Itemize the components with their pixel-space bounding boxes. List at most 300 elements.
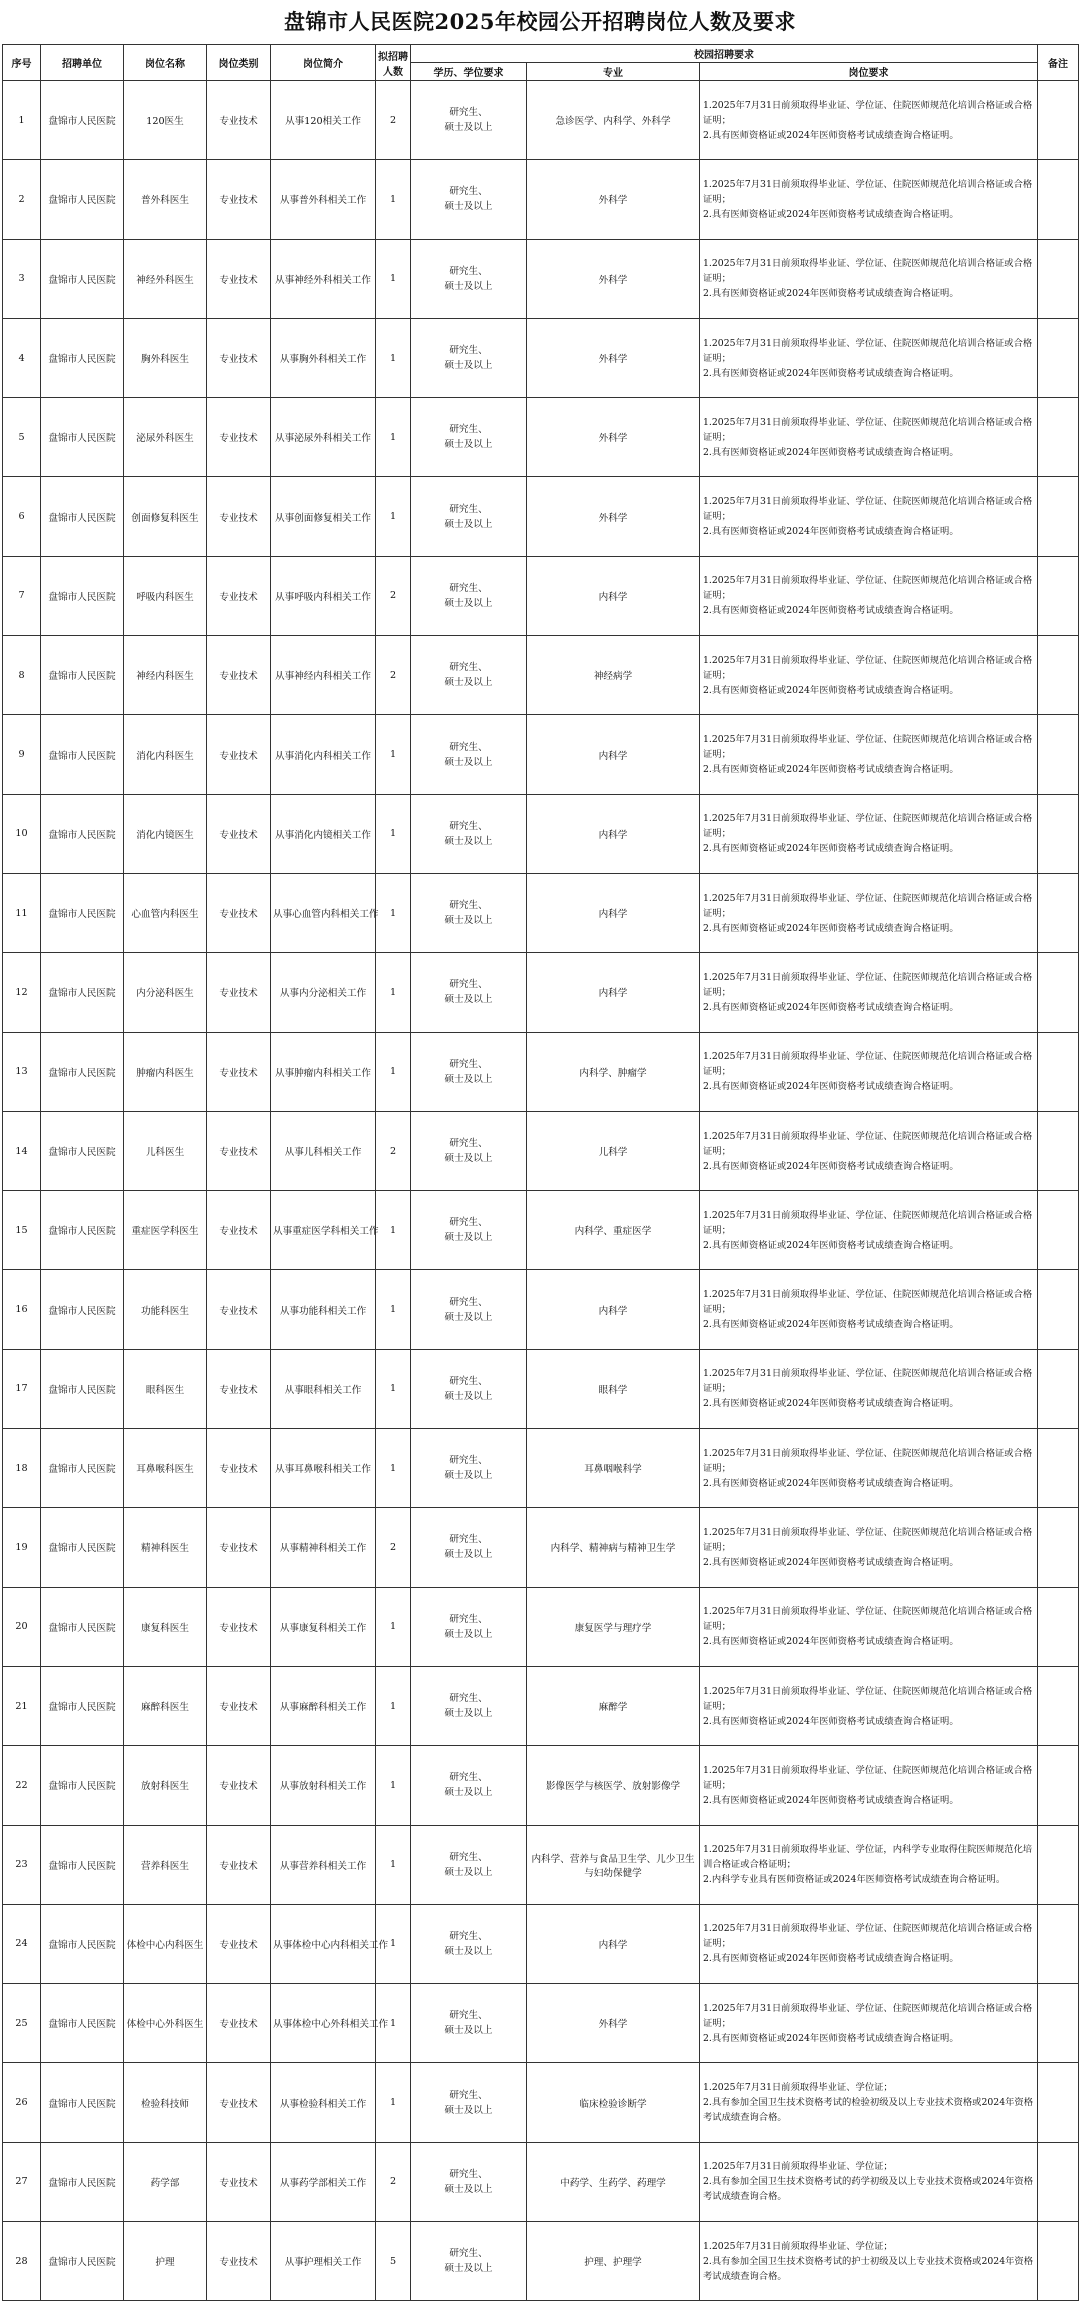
cell-seq: 8 (3, 636, 41, 715)
cell-category: 专业技术 (207, 1666, 271, 1745)
cell-category: 专业技术 (207, 318, 271, 397)
cell-name: 儿科医生 (124, 1111, 207, 1190)
cell-edu-line1: 研究生、 (449, 900, 488, 912)
cell-category: 专业技术 (207, 160, 271, 239)
cell-req-line1: 1.2025年7月31日前须取得毕业证、学位证、住院医师规范化培训合格证或合格证明； (703, 1289, 1033, 1316)
cell-seq: 5 (3, 398, 41, 477)
header-count: 拟招聘人数 (376, 45, 411, 81)
cell-note (1038, 477, 1079, 556)
cell-edu-line2: 硕士及以上 (444, 1073, 493, 1085)
cell-note (1038, 239, 1079, 318)
cell-edu-line2: 硕士及以上 (444, 2263, 493, 2275)
cell-req-line2: 2.具有医师资格证或2024年医师资格考试成绩查询合格证明。 (703, 1001, 959, 1013)
cell-req (700, 1746, 1038, 1825)
cell-unit: 盘锦市人民医院 (41, 1508, 124, 1587)
cell-req (700, 2063, 1038, 2142)
table-body (3, 81, 1079, 2301)
cell-unit: 盘锦市人民医院 (41, 715, 124, 794)
cell-unit: 盘锦市人民医院 (41, 1746, 124, 1825)
table-row (3, 1587, 1079, 1666)
cell-req-line1: 1.2025年7月31日前须取得毕业证、学位证、住院医师规范化培训合格证或合格证明； (703, 1130, 1033, 1157)
header-category: 岗位类别 (207, 45, 271, 81)
cell-category: 专业技术 (207, 2222, 271, 2301)
cell-intro: 从事体检中心外科相关工作 (271, 1984, 376, 2063)
cell-unit: 盘锦市人民医院 (41, 1111, 124, 1190)
cell-major: 内科学、重症医学 (527, 1191, 700, 1270)
cell-note (1038, 1270, 1079, 1349)
cell-edu-line2: 硕士及以上 (444, 1628, 493, 1640)
cell-note (1038, 953, 1079, 1032)
cell-req-line2: 2.具有医师资格证或2024年医师资格考试成绩查询合格证明。 (703, 526, 959, 538)
table-header (3, 45, 1079, 81)
table-row (3, 1825, 1079, 1904)
cell-count: 1 (376, 160, 411, 239)
cell-seq: 17 (3, 1349, 41, 1428)
cell-req-line2: 2.具有医师资格证或2024年医师资格考试成绩查询合格证明。 (703, 1398, 959, 1410)
cell-req-line1: 1.2025年7月31日前须取得毕业证、学位证、住院医师规范化培训合格证或合格证明； (703, 813, 1033, 840)
cell-note (1038, 1904, 1079, 1983)
cell-intro: 从事消化内镜相关工作 (271, 794, 376, 873)
cell-seq: 26 (3, 2063, 41, 2142)
cell-intro: 从事内分泌相关工作 (271, 953, 376, 1032)
cell-edu-line2: 硕士及以上 (444, 756, 493, 768)
table-row (3, 2142, 1079, 2221)
cell-edu-line2: 硕士及以上 (444, 1708, 493, 1720)
cell-major: 内科学 (527, 794, 700, 873)
cell-edu (411, 556, 527, 635)
cell-edu (411, 1984, 527, 2063)
cell-name: 重症医学科医生 (124, 1191, 207, 1270)
cell-req-line2: 2.具有医师资格证或2024年医师资格考试成绩查询合格证明。 (703, 1081, 959, 1093)
cell-note (1038, 398, 1079, 477)
cell-unit: 盘锦市人民医院 (41, 477, 124, 556)
cell-edu-line1: 研究生、 (449, 1930, 488, 1942)
cell-major: 护理、护理学 (527, 2222, 700, 2301)
cell-edu (411, 953, 527, 1032)
cell-intro: 从事营养科相关工作 (271, 1825, 376, 1904)
cell-count: 2 (376, 81, 411, 160)
cell-major: 内科学、营养与食品卫生学、儿少卫生与妇幼保健学 (527, 1825, 700, 1904)
cell-edu-line2: 硕士及以上 (444, 1866, 493, 1878)
cell-seq: 13 (3, 1032, 41, 1111)
cell-req (700, 1508, 1038, 1587)
cell-unit: 盘锦市人民医院 (41, 953, 124, 1032)
cell-category: 专业技术 (207, 2142, 271, 2221)
header-campus: 校园招聘要求 (411, 45, 1038, 63)
cell-name: 眼科医生 (124, 1349, 207, 1428)
cell-unit: 盘锦市人民医院 (41, 794, 124, 873)
cell-edu-line2: 硕士及以上 (444, 2025, 493, 2037)
cell-req-line1: 1.2025年7月31日前须取得毕业证、学位证、住院医师规范化培训合格证或合格证明； (703, 178, 1033, 205)
cell-edu (411, 1508, 527, 1587)
page-title: 盘锦市人民医院2025年校园公开招聘岗位人数及要求 (284, 9, 796, 34)
cell-name: 功能科医生 (124, 1270, 207, 1349)
cell-seq: 27 (3, 2142, 41, 2221)
cell-note (1038, 1349, 1079, 1428)
cell-category: 专业技术 (207, 715, 271, 794)
cell-intro: 从事120相关工作 (271, 81, 376, 160)
cell-req (700, 1904, 1038, 1983)
cell-edu (411, 1429, 527, 1508)
cell-seq: 16 (3, 1270, 41, 1349)
cell-edu (411, 239, 527, 318)
cell-unit: 盘锦市人民医院 (41, 1349, 124, 1428)
cell-unit: 盘锦市人民医院 (41, 2222, 124, 2301)
cell-unit: 盘锦市人民医院 (41, 1429, 124, 1508)
cell-unit: 盘锦市人民医院 (41, 239, 124, 318)
cell-edu-line1: 研究生、 (449, 1138, 488, 1149)
cell-count: 1 (376, 1270, 411, 1349)
cell-req-line2: 2.具有医师资格证或2024年医师资格考试成绩查询合格证明。 (703, 764, 959, 776)
table-row (3, 2222, 1079, 2301)
cell-note (1038, 1191, 1079, 1270)
cell-unit: 盘锦市人民医院 (41, 1587, 124, 1666)
cell-category: 专业技术 (207, 398, 271, 477)
cell-seq: 24 (3, 1904, 41, 1983)
cell-count: 1 (376, 477, 411, 556)
cell-edu-line2: 硕士及以上 (444, 994, 493, 1006)
cell-name: 消化内镜医生 (124, 794, 207, 873)
cell-edu-line1: 研究生、 (449, 1375, 488, 1387)
header-intro: 岗位简介 (271, 45, 376, 81)
cell-intro: 从事消化内科相关工作 (271, 715, 376, 794)
cell-seq: 12 (3, 953, 41, 1032)
cell-edu-line2: 硕士及以上 (444, 1945, 493, 1957)
cell-name: 麻醉科医生 (124, 1666, 207, 1745)
cell-note (1038, 1666, 1079, 1745)
cell-count: 5 (376, 2222, 411, 2301)
cell-count: 1 (376, 1746, 411, 1825)
cell-req-line2: 2.具有医师资格证或2024年医师资格考试成绩查询合格证明。 (703, 1319, 959, 1331)
cell-req (700, 1429, 1038, 1508)
cell-edu (411, 794, 527, 873)
cell-req-line2: 2.具有参加全国卫生技术资格考试的护士初级及以上专业技术资格或2024年资格考试成绩查询合格。 (703, 2255, 1034, 2282)
cell-req (700, 477, 1038, 556)
cell-seq: 1 (3, 81, 41, 160)
cell-name: 胸外科医生 (124, 318, 207, 397)
cell-req-line1: 1.2025年7月31日前须取得毕业证、学位证； (703, 2082, 893, 2094)
cell-req-line1: 1.2025年7月31日前须取得毕业证、学位证、住院医师规范化培训合格证或合格证明； (703, 1685, 1033, 1712)
cell-seq: 9 (3, 715, 41, 794)
cell-req-line1: 1.2025年7月31日前须取得毕业证、学位证、住院医师规范化培训合格证或合格证明； (703, 654, 1033, 681)
cell-major: 麻醉学 (527, 1666, 700, 1745)
cell-req-line2: 2.具有医师资格证或2024年医师资格考试成绩查询合格证明。 (703, 1953, 959, 1965)
cell-req (700, 1349, 1038, 1428)
cell-note (1038, 160, 1079, 239)
cell-count: 1 (376, 794, 411, 873)
cell-category: 专业技术 (207, 873, 271, 952)
cell-intro: 从事泌尿外科相关工作 (271, 398, 376, 477)
cell-seq: 19 (3, 1508, 41, 1587)
cell-intro: 从事检验科相关工作 (271, 2063, 376, 2142)
cell-unit: 盘锦市人民医院 (41, 1032, 124, 1111)
cell-intro: 从事普外科相关工作 (271, 160, 376, 239)
table-row (3, 1191, 1079, 1270)
table-row (3, 636, 1079, 715)
cell-edu (411, 1191, 527, 1270)
cell-name: 创面修复科医生 (124, 477, 207, 556)
cell-unit: 盘锦市人民医院 (41, 318, 124, 397)
table-row (3, 1032, 1079, 1111)
cell-count: 1 (376, 1429, 411, 1508)
cell-intro: 从事护理相关工作 (271, 2222, 376, 2301)
cell-req-line1: 1.2025年7月31日前须取得毕业证、学位证、住院医师规范化培训合格证或合格证明； (703, 1209, 1033, 1236)
cell-req (700, 1666, 1038, 1745)
cell-major: 儿科学 (527, 1111, 700, 1190)
table-row (3, 1429, 1079, 1508)
cell-major: 耳鼻咽喉科学 (527, 1429, 700, 1508)
cell-note (1038, 1746, 1079, 1825)
cell-name: 神经内科医生 (124, 636, 207, 715)
cell-edu-line1: 研究生、 (449, 1613, 488, 1625)
cell-req-line1: 1.2025年7月31日前须取得毕业证、学位证、住院医师规范化培训合格证或合格证明； (703, 575, 1033, 602)
cell-count: 2 (376, 1111, 411, 1190)
cell-req-line2: 2.具有医师资格证或2024年医师资格考试成绩查询合格证明。 (703, 446, 959, 458)
cell-req-line1: 1.2025年7月31日前须取得毕业证、学位证、住院医师规范化培训合格证或合格证明； (703, 1051, 1033, 1078)
cell-intro: 从事儿科相关工作 (271, 1111, 376, 1190)
cell-req-line1: 1.2025年7月31日前须取得毕业证、学位证、住院医师规范化培训合格证或合格证明； (703, 1606, 1033, 1633)
cell-req-line1: 1.2025年7月31日前须取得毕业证、学位证、住院医师规范化培训合格证或合格证明； (703, 734, 1033, 761)
cell-intro: 从事药学部相关工作 (271, 2142, 376, 2221)
cell-name: 精神科医生 (124, 1508, 207, 1587)
cell-intro: 从事体检中心内科相关工作 (271, 1904, 376, 1983)
cell-req-line1: 1.2025年7月31日前须取得毕业证、学位证、住院医师规范化培训合格证或合格证明； (703, 416, 1033, 443)
header-edu: 学历、学位要求 (411, 63, 527, 81)
cell-edu-line2: 硕士及以上 (444, 1787, 493, 1799)
cell-name: 耳鼻喉科医生 (124, 1429, 207, 1508)
cell-name: 放射科医生 (124, 1746, 207, 1825)
cell-name: 神经外科医生 (124, 239, 207, 318)
cell-edu (411, 2222, 527, 2301)
cell-req (700, 1984, 1038, 2063)
cell-intro: 从事功能科相关工作 (271, 1270, 376, 1349)
cell-edu-line2: 硕士及以上 (444, 439, 493, 451)
cell-req-line2: 2.具有医师资格证或2024年医师资格考试成绩查询合格证明。 (703, 367, 959, 379)
table-row (3, 81, 1079, 160)
cell-edu-line2: 硕士及以上 (444, 1311, 493, 1323)
cell-req-line1: 1.2025年7月31日前须取得毕业证、学位证； (703, 2161, 893, 2173)
cell-category: 专业技术 (207, 1429, 271, 1508)
cell-req (700, 1270, 1038, 1349)
cell-edu (411, 1270, 527, 1349)
cell-edu-line2: 硕士及以上 (444, 280, 493, 292)
cell-req-line1: 1.2025年7月31日前须取得毕业证、学位证、住院医师规范化培训合格证或合格证明； (703, 1526, 1033, 1553)
cell-unit: 盘锦市人民医院 (41, 1270, 124, 1349)
table-row (3, 1984, 1079, 2063)
cell-count: 1 (376, 2063, 411, 2142)
cell-note (1038, 715, 1079, 794)
cell-req-line2: 2.具有医师资格证或2024年医师资格考试成绩查询合格证明。 (703, 288, 959, 300)
cell-unit: 盘锦市人民医院 (41, 1825, 124, 1904)
cell-edu (411, 1587, 527, 1666)
cell-category: 专业技术 (207, 81, 271, 160)
cell-edu-line2: 硕士及以上 (444, 2104, 493, 2116)
cell-edu-line1: 研究生、 (449, 1455, 488, 1467)
cell-edu (411, 477, 527, 556)
cell-major: 中药学、生药学、药理学 (527, 2142, 700, 2221)
cell-req (700, 715, 1038, 794)
cell-major: 外科学 (527, 477, 700, 556)
cell-req-line1: 1.2025年7月31日前须取得毕业证、学位证、住院医师规范化培训合格证或合格证明； (703, 337, 1033, 364)
cell-edu-line2: 硕士及以上 (444, 835, 493, 847)
cell-note (1038, 81, 1079, 160)
cell-name: 普外科医生 (124, 160, 207, 239)
cell-edu (411, 873, 527, 952)
cell-edu-line1: 研究生、 (449, 1534, 488, 1546)
cell-edu-line2: 硕士及以上 (444, 1549, 493, 1561)
cell-category: 专业技术 (207, 636, 271, 715)
cell-seq: 23 (3, 1825, 41, 1904)
cell-edu (411, 81, 527, 160)
cell-req (700, 81, 1038, 160)
cell-note (1038, 1508, 1079, 1587)
cell-unit: 盘锦市人民医院 (41, 556, 124, 635)
cell-seq: 11 (3, 873, 41, 952)
cell-req-line1: 1.2025年7月31日前须取得毕业证、学位证、住院医师规范化培训合格证或合格证明； (703, 971, 1033, 998)
cell-name: 心血管内科医生 (124, 873, 207, 952)
cell-major: 外科学 (527, 160, 700, 239)
cell-edu-line2: 硕士及以上 (444, 1470, 493, 1482)
table-row (3, 318, 1079, 397)
cell-category: 专业技术 (207, 1984, 271, 2063)
cell-seq: 3 (3, 239, 41, 318)
cell-intro: 从事眼科相关工作 (271, 1349, 376, 1428)
header-seq: 序号 (3, 45, 41, 81)
cell-name: 康复科医生 (124, 1587, 207, 1666)
cell-category: 专业技术 (207, 1191, 271, 1270)
cell-req-line2: 2.具有医师资格证或2024年医师资格考试成绩查询合格证明。 (703, 1556, 959, 1568)
cell-req-line2: 2.具有医师资格证或2024年医师资格考试成绩查询合格证明。 (703, 1160, 959, 1172)
cell-edu-line1: 研究生、 (449, 265, 488, 277)
cell-category: 专业技术 (207, 953, 271, 1032)
cell-edu-line1: 研究生、 (449, 2248, 488, 2260)
cell-edu-line2: 硕士及以上 (444, 1153, 493, 1164)
cell-name: 营养科医生 (124, 1825, 207, 1904)
cell-req-line1: 1.2025年7月31日前须取得毕业证、学位证、住院医师规范化培训合格证或合格证明； (703, 1764, 1033, 1791)
cell-intro: 从事麻醉科相关工作 (271, 1666, 376, 1745)
cell-req-line2: 2.具有参加全国卫生技术资格考试的药学初级及以上专业技术资格或2024年资格考试成绩查询合格。 (703, 2176, 1034, 2203)
cell-seq: 4 (3, 318, 41, 397)
cell-req-line2: 2.具有医师资格证或2024年医师资格考试成绩查询合格证明。 (703, 1477, 959, 1489)
cell-edu (411, 636, 527, 715)
cell-major: 外科学 (527, 318, 700, 397)
table-row (3, 715, 1079, 794)
cell-edu-line2: 硕士及以上 (444, 1390, 493, 1402)
cell-edu (411, 318, 527, 397)
cell-edu (411, 715, 527, 794)
cell-major: 内科学 (527, 873, 700, 952)
table-row (3, 398, 1079, 477)
cell-intro: 从事呼吸内科相关工作 (271, 556, 376, 635)
cell-count: 1 (376, 873, 411, 952)
cell-req (700, 1825, 1038, 1904)
cell-req (700, 1032, 1038, 1111)
table-row (3, 239, 1079, 318)
cell-category: 专业技术 (207, 1349, 271, 1428)
cell-edu-line1: 研究生、 (449, 2010, 488, 2022)
cell-major: 内科学、精神病与精神卫生学 (527, 1508, 700, 1587)
cell-count: 1 (376, 1984, 411, 2063)
cell-req-line2: 2.具有医师资格证或2024年医师资格考试成绩查询合格证明。 (703, 922, 959, 934)
cell-name: 内分泌科医生 (124, 953, 207, 1032)
table-row (3, 953, 1079, 1032)
recruitment-table (2, 44, 1079, 2301)
cell-req (700, 318, 1038, 397)
table-row (3, 1666, 1079, 1745)
cell-intro: 从事重症医学科相关工作 (271, 1191, 376, 1270)
cell-unit: 盘锦市人民医院 (41, 873, 124, 952)
cell-edu-line1: 研究生、 (449, 2168, 488, 2180)
cell-req-line2: 2.具有医师资格证或2024年医师资格考试成绩查询合格证明。 (703, 208, 959, 220)
cell-edu-line2: 硕士及以上 (444, 122, 493, 134)
cell-req (700, 1191, 1038, 1270)
cell-unit: 盘锦市人民医院 (41, 1191, 124, 1270)
cell-seq: 21 (3, 1666, 41, 1745)
cell-major: 神经病学 (527, 636, 700, 715)
cell-category: 专业技术 (207, 239, 271, 318)
cell-note (1038, 2222, 1079, 2301)
cell-seq: 22 (3, 1746, 41, 1825)
cell-note (1038, 556, 1079, 635)
cell-note (1038, 1825, 1079, 1904)
cell-note (1038, 2063, 1079, 2142)
cell-note (1038, 1587, 1079, 1666)
cell-major: 临床检验诊断学 (527, 2063, 700, 2142)
cell-req (700, 239, 1038, 318)
cell-edu-line1: 研究生、 (449, 1296, 488, 1308)
cell-note (1038, 873, 1079, 952)
cell-req (700, 636, 1038, 715)
cell-name: 泌尿外科医生 (124, 398, 207, 477)
cell-edu-line1: 研究生、 (449, 107, 488, 119)
table-row (3, 1746, 1079, 1825)
cell-req-line1: 1.2025年7月31日前须取得毕业证、学位证，内科学专业取得住院医师规范化培训合格证或合格证明； (703, 1844, 1033, 1871)
cell-count: 1 (376, 1587, 411, 1666)
cell-edu-line2: 硕士及以上 (444, 597, 493, 609)
cell-name: 药学部 (124, 2142, 207, 2221)
cell-req-line1: 1.2025年7月31日前须取得毕业证、学位证、住院医师规范化培训合格证或合格证明； (703, 1447, 1033, 1474)
cell-category: 专业技术 (207, 1587, 271, 1666)
cell-count: 2 (376, 556, 411, 635)
cell-note (1038, 1032, 1079, 1111)
cell-count: 2 (376, 2142, 411, 2221)
cell-edu-line1: 研究生、 (449, 741, 488, 753)
cell-req (700, 953, 1038, 1032)
cell-count: 1 (376, 1191, 411, 1270)
cell-edu-line1: 研究生、 (449, 979, 488, 991)
cell-edu-line2: 硕士及以上 (444, 915, 493, 927)
cell-edu-line1: 研究生、 (449, 662, 488, 674)
cell-count: 1 (376, 398, 411, 477)
cell-req-line2: 2.具有医师资格证或2024年医师资格考试成绩查询合格证明。 (703, 129, 959, 141)
cell-unit: 盘锦市人民医院 (41, 160, 124, 239)
table-row (3, 160, 1079, 239)
cell-major: 康复医学与理疗学 (527, 1587, 700, 1666)
cell-category: 专业技术 (207, 1111, 271, 1190)
cell-req-line1: 1.2025年7月31日前须取得毕业证、学位证、住院医师规范化培训合格证或合格证明； (703, 1923, 1033, 1950)
cell-intro: 从事神经内科相关工作 (271, 636, 376, 715)
cell-req-line2: 2.具有医师资格证或2024年医师资格考试成绩查询合格证明。 (703, 2032, 959, 2044)
cell-unit: 盘锦市人民医院 (41, 636, 124, 715)
cell-count: 2 (376, 1508, 411, 1587)
cell-note (1038, 1984, 1079, 2063)
cell-count: 1 (376, 318, 411, 397)
cell-edu-line1: 研究生、 (449, 1217, 488, 1229)
cell-unit: 盘锦市人民医院 (41, 1666, 124, 1745)
cell-req (700, 160, 1038, 239)
cell-req (700, 398, 1038, 477)
cell-major: 内科学 (527, 1270, 700, 1349)
